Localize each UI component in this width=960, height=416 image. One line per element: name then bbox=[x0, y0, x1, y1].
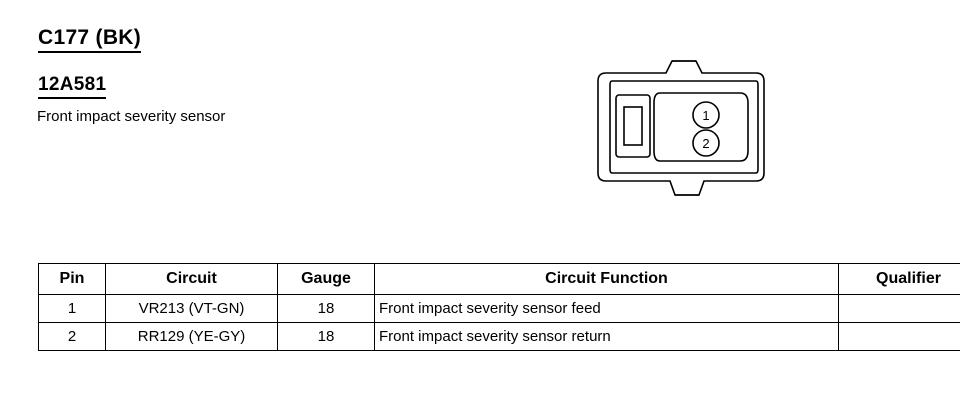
cell-circuit: VR213 (VT-GN) bbox=[106, 295, 278, 323]
connector-left-key-detail bbox=[624, 107, 642, 145]
pin-number-2-label: 2 bbox=[702, 136, 710, 151]
column-header-function: Circuit Function bbox=[375, 264, 839, 295]
pin-number-1-label: 1 bbox=[702, 108, 710, 123]
cell-gauge: 18 bbox=[278, 323, 375, 351]
connector-id-title: C177 (BK) bbox=[38, 26, 141, 53]
connector-diagram bbox=[580, 55, 780, 225]
table-header-row bbox=[39, 264, 960, 295]
part-number: 12A581 bbox=[38, 74, 106, 99]
column-header-gauge: Gauge bbox=[278, 264, 375, 295]
column-header-circuit: Circuit bbox=[106, 264, 278, 295]
cell-function: Front impact severity sensor return bbox=[375, 323, 839, 351]
cell-pin: 1 bbox=[39, 295, 106, 323]
cell-circuit: RR129 (YE-GY) bbox=[106, 323, 278, 351]
cell-function: Front impact severity sensor feed bbox=[375, 295, 839, 323]
column-header-qualifier: Qualifier bbox=[839, 264, 960, 295]
cell-qualifier bbox=[839, 295, 960, 323]
column-header-pin: Pin bbox=[39, 264, 106, 295]
part-description: Front impact severity sensor bbox=[37, 108, 226, 125]
cell-gauge: 18 bbox=[278, 295, 375, 323]
cell-qualifier bbox=[839, 323, 960, 351]
table-row bbox=[39, 295, 960, 323]
pinout-table bbox=[38, 263, 960, 351]
table-row bbox=[39, 323, 960, 351]
connector-left-keyway bbox=[616, 95, 650, 157]
connector-illustration-svg bbox=[580, 55, 780, 225]
cell-pin: 2 bbox=[39, 323, 106, 351]
